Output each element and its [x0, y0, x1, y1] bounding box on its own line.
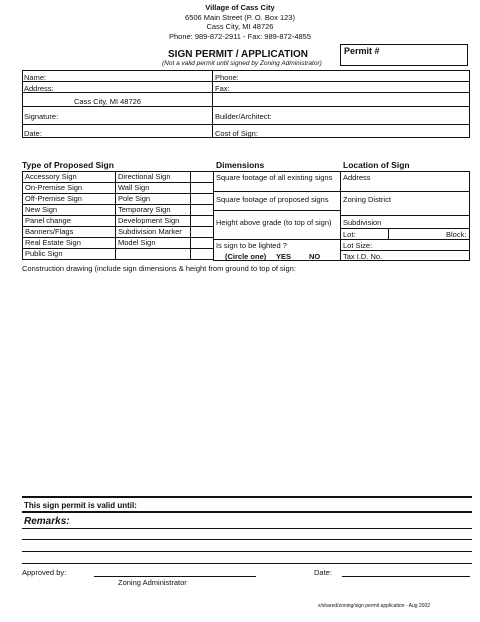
sign-type-option[interactable]: Model Sign: [116, 238, 191, 249]
form-title: SIGN PERMIT / APPLICATION: [168, 49, 309, 60]
fax-field[interactable]: Fax:: [215, 84, 230, 93]
loc-line-1: [340, 191, 470, 192]
valid-until-field[interactable]: This sign permit is valid until:: [24, 501, 137, 510]
sign-type-table: [22, 171, 214, 260]
signature-field[interactable]: Signature:: [24, 112, 59, 121]
permit-number-label: Permit #: [344, 46, 380, 56]
lighted-question: Is sign to be lighted ?: [216, 241, 287, 250]
circle-one-label: (Circle one): [225, 252, 267, 261]
sign-type-option[interactable]: Banners/Flags: [23, 227, 116, 238]
valid-top-rule: [22, 496, 472, 498]
sign-type-check-cell[interactable]: [191, 183, 214, 194]
approved-by-line[interactable]: [94, 576, 256, 577]
proposed-sqft-field[interactable]: Square footage of proposed signs: [216, 195, 329, 204]
sign-type-option[interactable]: Public Sign: [23, 249, 116, 260]
sign-type-row: [23, 205, 214, 216]
valid-bottom-rule: [22, 511, 472, 513]
existing-sqft-field[interactable]: Square footage of all existing signs: [216, 173, 333, 182]
no-option[interactable]: NO: [309, 252, 321, 261]
height-field[interactable]: Height above grade (to top of sign): [216, 218, 332, 227]
validity-note: (Not a valid permit until signed by Zoning Administrator): [162, 60, 322, 67]
remarks-line-2[interactable]: [22, 539, 472, 540]
sign-type-option[interactable]: Temporary Sign: [116, 205, 191, 216]
loc-line-3: [340, 228, 470, 229]
sign-type-row: [23, 172, 214, 183]
address-city-line: Cass City, MI 48726: [74, 97, 141, 106]
cost-field[interactable]: Cost of Sign:: [215, 129, 258, 138]
sign-type-check-cell[interactable]: [191, 172, 214, 183]
letterhead: [0, 3, 480, 41]
loc-line-4: [340, 239, 470, 240]
sign-type-option[interactable]: Subdivision Marker: [116, 227, 191, 238]
row-line-4: [22, 124, 470, 125]
type-header: Type of Proposed Sign: [22, 160, 114, 170]
phone-field[interactable]: Phone:: [215, 73, 239, 82]
remarks-line-4[interactable]: [22, 563, 472, 564]
date-field[interactable]: Date:: [24, 129, 42, 138]
lot-block-divider: [388, 228, 389, 239]
sign-type-option[interactable]: Panel change: [23, 216, 116, 227]
subdivision-field[interactable]: Subdivision: [343, 218, 382, 227]
drawing-area[interactable]: [22, 276, 470, 496]
address-field[interactable]: Address:: [24, 84, 54, 93]
sign-type-option[interactable]: Real Estate Sign: [23, 238, 116, 249]
zoning-admin-label: Zoning Administrator: [118, 578, 187, 587]
block-field[interactable]: Block:: [446, 230, 467, 239]
sign-type-row: [23, 183, 214, 194]
lot-size-field[interactable]: Lot Size:: [343, 241, 373, 250]
remarks-line-3[interactable]: [22, 551, 472, 552]
row-line-1: [22, 81, 470, 82]
sign-type-row: [23, 216, 214, 227]
lot-field[interactable]: Lot:: [343, 230, 356, 239]
remarks-line-1: [22, 528, 472, 529]
sign-type-row: [23, 249, 214, 260]
sign-type-check-cell[interactable]: [191, 227, 214, 238]
builder-field[interactable]: Builder/Architect:: [215, 112, 272, 121]
sign-type-option[interactable]: Wall Sign: [116, 183, 191, 194]
phone-fax: Phone: 989-872-2911 - Fax: 989-872-4855: [168, 31, 312, 41]
dim-line-2: [213, 210, 341, 211]
permit-number-box[interactable]: [340, 44, 468, 66]
sign-type-check-cell[interactable]: [191, 238, 214, 249]
sign-type-row: [23, 227, 214, 238]
dim-line-1: [213, 191, 341, 192]
sign-type-option[interactable]: New Sign: [23, 205, 116, 216]
name-field[interactable]: Name:: [24, 73, 47, 82]
village-name: Village of Cass City: [205, 3, 275, 12]
sign-type-option[interactable]: Development Sign: [116, 216, 191, 227]
tax-id-field[interactable]: Tax I.D. No.: [343, 252, 383, 261]
loc-line-2: [340, 215, 470, 216]
city-address: Cass City, MI 48726: [206, 22, 274, 31]
approval-date-line[interactable]: [342, 576, 470, 577]
dim-line-3: [213, 239, 341, 240]
sign-type-option[interactable]: Directional Sign: [116, 172, 191, 183]
sign-type-check-cell[interactable]: [191, 216, 214, 227]
sign-type-row: [23, 194, 214, 205]
sign-type-check-cell[interactable]: [191, 205, 214, 216]
row-line-3: [22, 106, 470, 107]
footer-path: x/shared/zoning/sign permit application - Aug 2002: [318, 603, 431, 609]
approved-by-label: Approved by:: [22, 568, 67, 577]
sign-type-option[interactable]: On-Premise Sign: [23, 183, 116, 194]
yes-option[interactable]: YES: [276, 252, 292, 261]
dimensions-header: Dimensions: [216, 160, 265, 170]
sign-type-option[interactable]: Accessory Sign: [23, 172, 116, 183]
street-address: 6506 Main Street (P. O. Box 123): [185, 12, 295, 22]
sign-type-option[interactable]: Pole Sign: [116, 194, 191, 205]
remarks-label: Remarks:: [24, 516, 70, 527]
row-line-2: [22, 92, 470, 93]
sign-type-option[interactable]: Off-Premise Sign: [23, 194, 116, 205]
sign-type-row: [23, 238, 214, 249]
location-header: Location of Sign: [343, 160, 410, 170]
loc-line-5: [340, 250, 470, 251]
sign-type-check-cell[interactable]: [191, 249, 214, 260]
location-address-field[interactable]: Address: [343, 173, 371, 182]
zoning-district-field[interactable]: Zoning District: [343, 195, 391, 204]
sign-type-check-cell[interactable]: [191, 194, 214, 205]
construction-note: Construction drawing (include sign dimensions & height from ground to top of sign:: [22, 264, 296, 273]
sign-type-option[interactable]: [116, 249, 191, 260]
approval-date-label: Date:: [314, 568, 332, 577]
